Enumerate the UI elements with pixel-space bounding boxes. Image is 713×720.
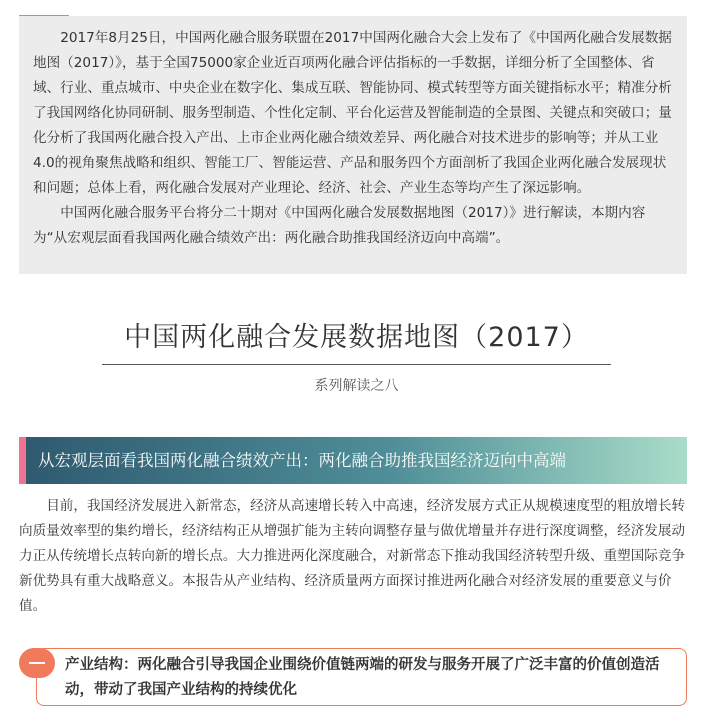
intro-paragraph: 2017年8月25日，中国两化融合服务联盟在2017中国两化融合大会上发布了《中国两化融合发展数据地图（2017）》，基于全国75000家企业近百项两化融合评估指标的一手数据，详细分析了全国整体、省域、行业、重点城市、中央企业在数字化、集成互联、智能协同、模式转型等方面关键指标水平；精准分析了我国网络化协同研制、服务型制造、个性化定制、平台化运营及智能制造的全景图、关键点和突破口；量化分析了我国两化融合投入产出、上市企业两化融合绩效差异、两化融合对技术进步的影响等；并从工业4.0的视角聚焦战略和组织、智能工厂、智能运营、产品和服务四个方面剖析了我国企业两化融合发展现状和问题；总体上看，两化融合发展对产业理论、经济、社会、产业生态等均产生了深远影响。: [33, 30, 672, 196]
title-block: [0, 318, 713, 395]
callout-text: 产业结构：两化融合引导我国企业围绕价值链两端的研发与服务开展了广泛丰富的价值创造活动，带动了我国产业结构的持续优化: [65, 657, 660, 698]
section-body-paragraph: 目前，我国经济发展进入新常态，经济从高速增长转入中高速，经济发展方式正从规模速度型的粗放增长转向质量效率型的集约增长，经济结构正从增强扩能为主转向调整存量与做优增量并存进行深度调整，经济发展动力正从传统增长点转向新的增长点。大力推进两化深度融合，对新常态下推动我国经济转型升级、重塑国际竞争新优势具有重大战略意义。本报告从产业结构、经济质量两方面探讨推进两化融合对经济发展的重要意义与价值。: [19, 498, 686, 614]
callout-box: [36, 648, 687, 706]
section-header: 从宏观层面看我国两化融合绩效产出：两化融合助推我国经济迈向中高端: [19, 437, 687, 484]
intro-box: [19, 16, 687, 274]
minus-icon: [19, 648, 55, 678]
page-subtitle: 系列解读之八: [314, 378, 399, 394]
page-title: 中国两化融合发展数据地图（2017）: [102, 318, 611, 365]
intro-paragraph: 中国两化融合服务平台将分二十期对《中国两化融合发展数据地图（2017）》进行解读，本期内容为“从宏观层面看我国两化融合绩效产出：两化融合助推我国经济迈向中高端”。: [33, 205, 646, 246]
